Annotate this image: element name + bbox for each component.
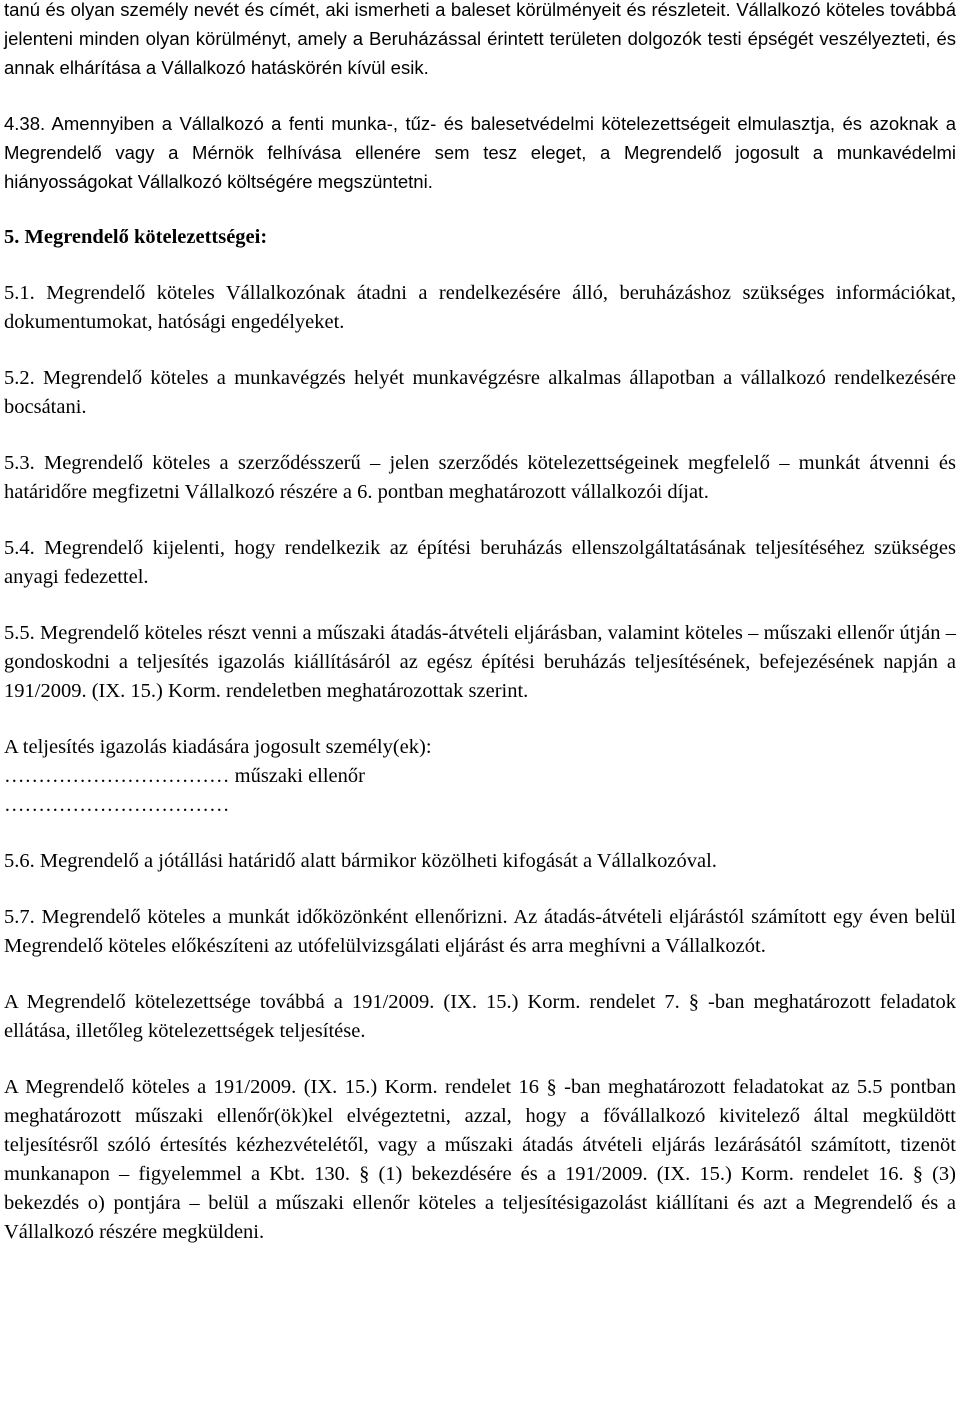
paragraph-5-1: 5.1. Megrendelő köteles Vállalkozónak átadni a rendelkezésére álló, beruházáshoz szükséges információkat, dokumentumokat, hatósági engedélyeket. bbox=[4, 282, 956, 333]
paragraph-5-4: 5.4. Megrendelő kijelenti, hogy rendelkezik az építési beruházás ellenszolgáltatásának teljesítéséhez szükséges anyagi fedezettel. bbox=[4, 537, 956, 588]
paragraph-accident-report-continuation: tanú és olyan személy nevét és címét, aki ismerheti a baleset körülményeit és részleteit. Vállalkozó köteles továbbá jelenteni minden olyan körülményt, amely a Beruházással érintett területen dolgozók testi épségét veszélyezteti, és annak elhárítása a Vállalkozó hatáskörén kívül esik. bbox=[4, 0, 956, 78]
certification-line-blank: …………………………… bbox=[4, 794, 230, 816]
paragraph-obligation-16: A Megrendelő köteles a 191/2009. (IX. 15.) Korm. rendelet 16 § -ban meghatározott feladatokat az 5.5 pontban meghatározott műszaki ellenőr(ök)kel elvégeztetni, azzal, hogy a fővállalkozó kivitelező által megküldött teljesítésről szóló értesítés kézhezvételétől, vagy a műszaki átadás átvételi eljárás lezárásától számított, tizenöt munkanapon – figyelemmel a Kbt. 130. § (1) bekezdésére és a 191/2009. (IX. 15.) Korm. rendelet 16. § (3) bekezdés o) pontjára – belül a műszaki ellenőr köteles a teljesítésigazolást kiállítani és azt a Megrendelő és a Vállalkozó részére megküldeni. bbox=[4, 1076, 956, 1243]
paragraph-5-6: 5.6. Megrendelő a jótállási határidő alatt bármikor közölheti kifogását a Vállalkozóval. bbox=[4, 850, 717, 872]
paragraph-4-38: 4.38. Amennyiben a Vállalkozó a fenti munka-, tűz- és balesetvédelmi kötelezettségeit elmulasztja, és azoknak a Megrendelő vagy a Mérnök felhívása ellenére sem tesz eleget, a Megrendelő jogosult a munkavédelmi hiányosságokat Vállalkozó költségére megszüntetni. bbox=[4, 113, 956, 192]
paragraph-5-5: 5.5. Megrendelő köteles részt venni a műszaki átadás-átvételi eljárásban, valamint köteles – műszaki ellenőr útján – gondoskodni a teljesítés igazolás kiállításáról az egész építési beruházás teljesítésének, befejezésének napján a 191/2009. (IX. 15.) Korm. rendeletben meghatározottak szerint. bbox=[4, 622, 956, 702]
paragraph-obligation-7: A Megrendelő kötelezettsége továbbá a 191/2009. (IX. 15.) Korm. rendelet 7. § -ban meghatározott feladatok ellátása, illetőleg kötelezettségek teljesítése. bbox=[4, 991, 956, 1042]
paragraph-5-3: 5.3. Megrendelő köteles a szerződésszerű – jelen szerződés kötelezettségeinek megfelelő – munkát átvenni és határidőre megfizetni Vállalkozó részére a 6. pontban meghatározott vállalkozói díjat. bbox=[4, 452, 956, 503]
certification-line-technical-inspector: …………………………… műszaki ellenőr bbox=[4, 765, 365, 787]
section-heading-5: 5. Megrendelő kötelezettségei: bbox=[4, 226, 268, 248]
document-page bbox=[4, 0, 956, 1247]
paragraph-5-2: 5.2. Megrendelő köteles a munkavégzés helyét munkavégzésre alkalmas állapotban a vállalkozó rendelkezésére bocsátani. bbox=[4, 367, 956, 418]
paragraph-5-7: 5.7. Megrendelő köteles a munkát időközönként ellenőrizni. Az átadás-átvételi eljárástól számított egy éven belül Megrendelő köteles előkészíteni az utófelülvizsgálati eljárást és arra meghívni a Vállalkozót. bbox=[4, 906, 956, 957]
certification-title: A teljesítés igazolás kiadására jogosult személy(ek): bbox=[4, 736, 432, 758]
